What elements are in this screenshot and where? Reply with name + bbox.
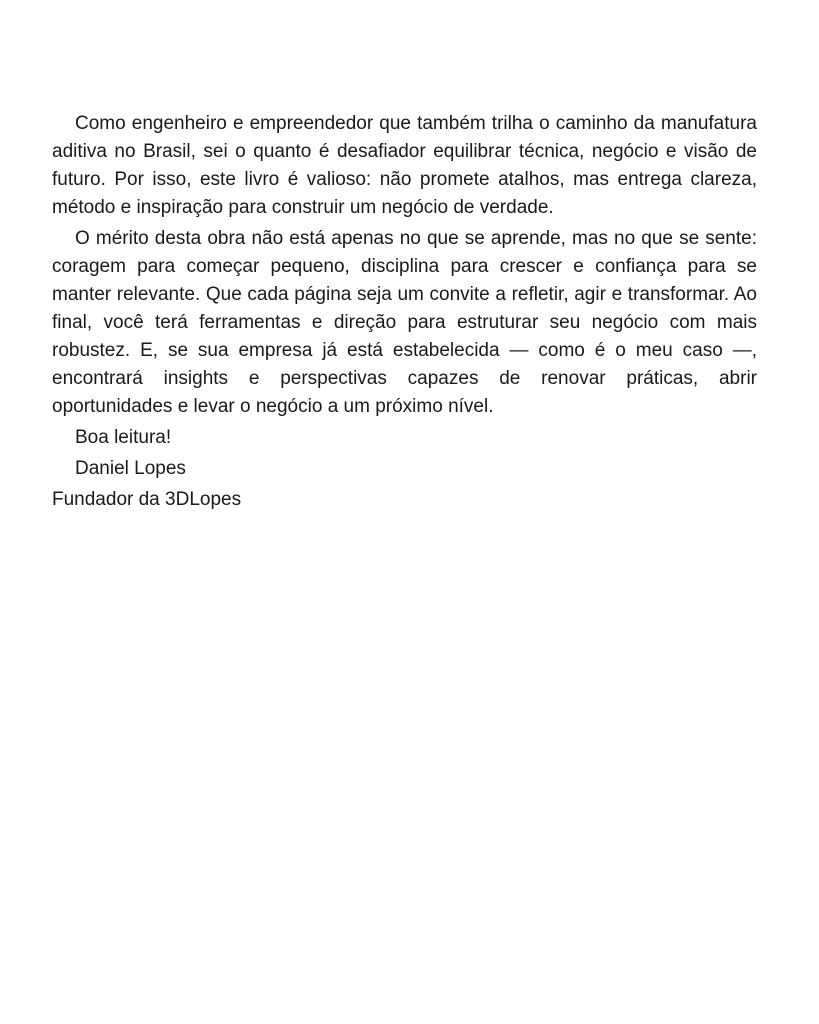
paragraph-1: Como engenheiro e empreendedor que também trilha o caminho da manufatura aditiva no Brasil, sei o quanto é desafiador equilibrar técnica, negócio e visão de futuro. Por isso, este livro é valioso: não promete atalhos, mas entrega clareza, método e inspiração para construir um negócio de verdade. (52, 113, 757, 218)
signature-title: Fundador da 3DLopes (52, 489, 242, 510)
paragraph-2: O mérito desta obra não está apenas no que se aprende, mas no que se sente: coragem para começar pequeno, disciplina para crescer e confiança para se manter relevante. Que cada página seja um convite a refletir, agir e transformar. Ao final, você terá ferramentas e direção para estruturar seu negócio com mais robustez. E, se sua empresa já está estabelecida — como é o meu caso —, encontrará insights e perspectivas capazes de renovar práticas, abrir oportunidades e levar o negócio a um próximo nível. (52, 228, 757, 417)
closing-line: Boa leitura! (75, 427, 172, 448)
document-page (52, 110, 757, 517)
signature-name: Daniel Lopes (75, 458, 186, 479)
